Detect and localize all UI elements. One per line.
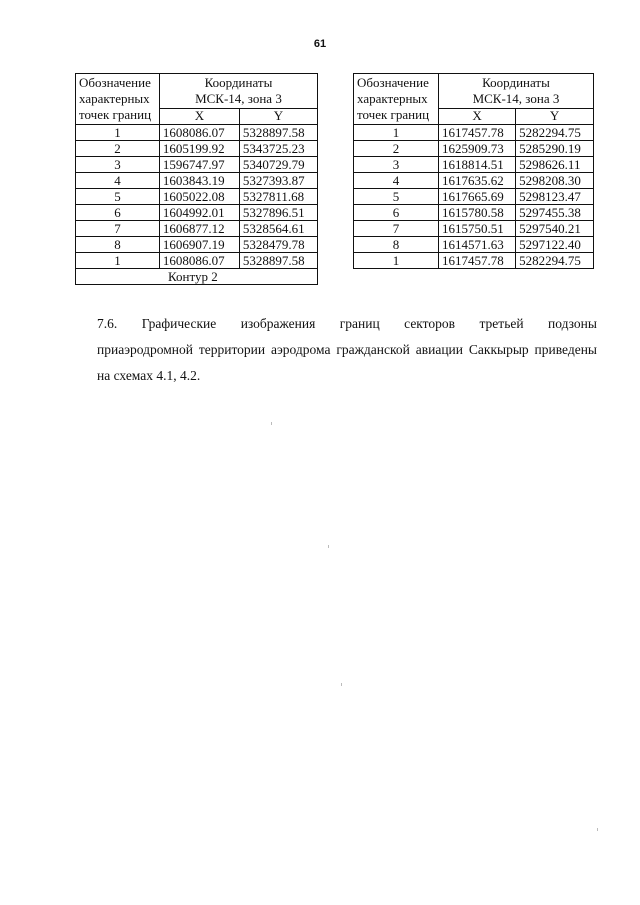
column-y-header: Y [516,108,594,124]
paragraph-word: 7.6. [97,316,118,331]
paragraph-word: третьей [479,316,524,331]
table-row [76,157,318,173]
paragraph-word: изображения [240,316,316,331]
x-coordinate-cell: 1604992.01 [159,205,239,221]
coords-header-cell [438,74,593,109]
table-row [354,157,594,173]
paragraph-word: гражданской [336,342,410,357]
paragraph-word: секторов [404,316,456,331]
table-row [354,237,594,253]
table-row [354,173,594,189]
x-coordinate-cell: 1618814.51 [438,157,515,173]
coordinates-table-right [353,73,594,269]
point-header-cell [354,74,439,125]
point-number-cell: 1 [354,253,439,269]
y-coordinate-cell: 5328897.58 [239,125,317,141]
x-coordinate-cell: 1617457.78 [438,125,515,141]
coords-header-line: МСК-14, зона 3 [472,91,560,106]
table-header-row [354,74,594,109]
scan-speck [271,422,272,425]
column-x-header: X [159,108,239,124]
scan-speck [328,545,329,548]
y-coordinate-cell: 5285290.19 [516,141,594,157]
point-number-cell: 7 [354,221,439,237]
point-number-cell: 5 [354,189,439,205]
x-coordinate-cell: 1625909.73 [438,141,515,157]
table-row [76,125,318,141]
point-header-line: точек границ [79,107,152,122]
coords-header-line: Координаты [204,75,273,90]
point-number-cell: 3 [76,157,160,173]
x-coordinate-cell: 1605199.92 [159,141,239,157]
paragraph-word: аэродрома [271,342,331,357]
point-header-line: точек границ [357,107,430,122]
x-coordinate-cell: 1596747.97 [159,157,239,173]
point-header-line: Обозначение [357,75,429,90]
point-number-cell: 7 [76,221,160,237]
y-coordinate-cell: 5297122.40 [516,237,594,253]
table-row [354,253,594,269]
y-coordinate-cell: 5328479.78 [239,237,317,253]
point-number-cell: 6 [354,205,439,221]
paragraph-word: авиации [415,342,464,357]
point-number-cell: 2 [76,141,160,157]
scan-speck [341,683,342,686]
table-row [354,189,594,205]
x-coordinate-cell: 1615750.51 [438,221,515,237]
x-coordinate-cell: 1608086.07 [159,125,239,141]
y-coordinate-cell: 5327811.68 [239,189,317,205]
y-coordinate-cell: 5328897.58 [239,253,317,269]
x-coordinate-cell: 1608086.07 [159,253,239,269]
point-header-line: характерных [357,91,428,106]
y-coordinate-cell: 5298123.47 [516,189,594,205]
point-number-cell: 1 [76,125,160,141]
y-coordinate-cell: 5328564.61 [239,221,317,237]
table-row [354,141,594,157]
table-row [76,189,318,205]
table-row [354,221,594,237]
paragraph-word: территории [198,342,266,357]
paragraph-line-3: на схемах 4.1, 4.2. [97,368,201,383]
x-coordinate-cell: 1614571.63 [438,237,515,253]
table-row [76,237,318,253]
paragraph-word: границ [339,316,380,331]
table-footer-row [76,269,318,285]
x-coordinate-cell: 1617635.62 [438,173,515,189]
point-header-line: Обозначение [79,75,151,90]
y-coordinate-cell: 5340729.79 [239,157,317,173]
table-header-row [76,74,318,109]
point-number-cell: 8 [76,237,160,253]
x-coordinate-cell: 1606907.19 [159,237,239,253]
coordinates-table-left [75,73,318,285]
point-number-cell: 6 [76,205,160,221]
y-coordinate-cell: 5297540.21 [516,221,594,237]
table-row [76,253,318,269]
paragraph-word: Графические [141,316,217,331]
point-number-cell: 4 [354,173,439,189]
x-coordinate-cell: 1617665.69 [438,189,515,205]
paragraph-word: приведены [534,342,597,357]
point-header-line: характерных [79,91,150,106]
x-coordinate-cell: 1603843.19 [159,173,239,189]
scan-speck [597,828,598,831]
paragraph-word: подзоны [548,316,597,331]
point-number-cell: 1 [76,253,160,269]
table-row [354,125,594,141]
y-coordinate-cell: 5327393.87 [239,173,317,189]
x-coordinate-cell: 1605022.08 [159,189,239,205]
paragraph-word: Саккырыр [468,342,529,357]
table-row [76,141,318,157]
point-number-cell: 2 [354,141,439,157]
x-coordinate-cell: 1606877.12 [159,221,239,237]
column-x-header: X [438,108,515,124]
column-y-header: Y [239,108,317,124]
table-row [354,205,594,221]
paragraph-line-2 [97,337,597,363]
y-coordinate-cell: 5297455.38 [516,205,594,221]
point-number-cell: 1 [354,125,439,141]
table-row [76,221,318,237]
y-coordinate-cell: 5298208.30 [516,173,594,189]
x-coordinate-cell: 1617457.78 [438,253,515,269]
paragraph-word: приаэродромной [97,342,193,357]
y-coordinate-cell: 5327896.51 [239,205,317,221]
point-number-cell: 8 [354,237,439,253]
y-coordinate-cell: 5343725.23 [239,141,317,157]
y-coordinate-cell: 5282294.75 [516,125,594,141]
paragraph-line-1 [97,311,597,337]
coords-header-line: МСК-14, зона 3 [195,91,282,106]
y-coordinate-cell: 5282294.75 [516,253,594,269]
x-coordinate-cell: 1615780.58 [438,205,515,221]
point-number-cell: 4 [76,173,160,189]
section-paragraph [97,311,597,389]
point-number-cell: 5 [76,189,160,205]
table-row [76,205,318,221]
contour-label: Контур 2 [76,269,318,285]
coords-header-cell [159,74,317,109]
y-coordinate-cell: 5298626.11 [516,157,594,173]
point-header-cell [76,74,160,125]
table-row [76,173,318,189]
point-number-cell: 3 [354,157,439,173]
coords-header-line: Координаты [482,75,550,90]
page-number: 61 [313,38,327,50]
